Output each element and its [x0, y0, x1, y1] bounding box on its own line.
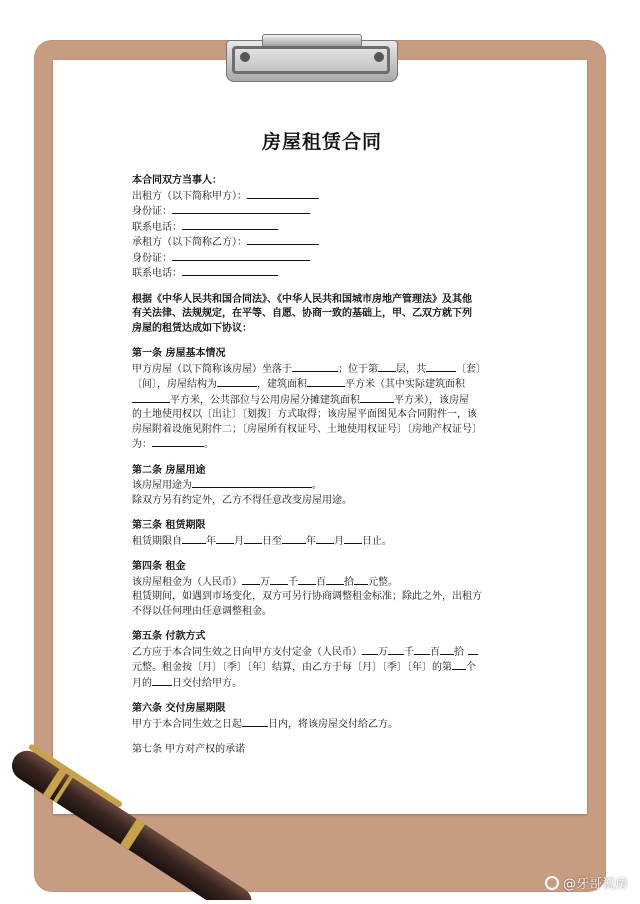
lessee-line: [132, 235, 512, 251]
text: 元整。: [368, 576, 398, 588]
preamble-line: 房屋的租赁达成如下协议：: [132, 322, 252, 334]
start-day-blank[interactable]: [244, 534, 262, 544]
parties-header: 本合同双方当事人：: [132, 175, 222, 186]
article-5-line: [132, 645, 512, 661]
lessee-blank[interactable]: [247, 235, 319, 245]
article-1-line: [132, 377, 512, 393]
text: 千: [288, 576, 298, 588]
article-2: [132, 464, 512, 509]
text: 个: [466, 662, 476, 673]
location-blank[interactable]: [292, 362, 338, 372]
parties-section: [132, 174, 512, 282]
total-floors-blank[interactable]: [426, 362, 456, 372]
contract-document: [132, 127, 512, 758]
lessor-phone-label: 联系电话：: [132, 221, 182, 233]
clipboard-clip-wire: [232, 46, 390, 74]
text: 甲方于本合同生效之日起: [132, 718, 242, 730]
end-month-blank[interactable]: [316, 534, 334, 544]
article-7-heading: 第七条 甲方对产权的承诺: [132, 744, 246, 755]
usage-blank[interactable]: [192, 478, 312, 488]
article-2-line: [132, 478, 512, 494]
text: 乙方应于本合同生效之日向甲方支付定金（人民币）: [132, 646, 362, 658]
article-5-heading: 第五条 付款方式: [132, 631, 206, 642]
lessee-phone-blank[interactable]: [182, 266, 278, 276]
lessor-label: 出租方（以下简称甲方）：: [132, 190, 247, 202]
lessor-line: [132, 189, 512, 205]
deposit-yuan-blank[interactable]: [468, 645, 478, 655]
certificate-blank[interactable]: [152, 437, 204, 447]
article-4-line: 租赁期间，如遇到市场变化，双方可另行协商调整租金标准；除此之外，出租方: [132, 591, 482, 602]
text: 。: [204, 439, 214, 450]
lessor-id-label: 身份证：: [132, 206, 172, 217]
lessor-phone-blank[interactable]: [182, 220, 278, 230]
text: 年: [206, 535, 216, 547]
article-3-heading: 第三条 租赁期限: [132, 520, 206, 531]
watermark-text: @牙哥说房: [562, 877, 628, 892]
lessor-id-blank[interactable]: [172, 204, 310, 214]
start-month-blank[interactable]: [216, 534, 234, 544]
text: 年: [306, 535, 316, 547]
text: 为：: [132, 439, 152, 450]
text: 层，共: [396, 363, 426, 375]
article-1: [132, 347, 512, 453]
actual-area-blank[interactable]: [132, 393, 170, 403]
lessee-id-label: 身份证：: [132, 252, 172, 264]
article-1-line: [132, 393, 512, 409]
text: 日内，将该房屋交付给乙方。: [268, 718, 398, 730]
deposit-qian-blank[interactable]: [388, 645, 404, 655]
article-4-line: [132, 575, 512, 591]
lessee-id-blank[interactable]: [172, 251, 310, 261]
text: 千: [404, 646, 414, 658]
text: 拾: [344, 576, 354, 588]
text: 日至: [262, 535, 282, 547]
rent-wan-blank[interactable]: [242, 575, 260, 585]
lessor-id-line: [132, 204, 512, 220]
text: 拾: [454, 646, 464, 658]
end-day-blank[interactable]: [344, 534, 362, 544]
text: 百: [316, 576, 326, 588]
text: 甲方房屋（以下简称该房屋）坐落于: [132, 363, 292, 375]
text: 日止。: [362, 535, 392, 547]
text: 月的: [132, 677, 152, 689]
article-1-line: 的土地使用权以〔出让〕〔划拨〕方式取得；该房屋平面图见本合同附件一，该: [132, 409, 477, 420]
preamble-line: 有关法律、法规规定，在平等、自愿、协商一致的基础上，甲、乙双方就下列: [132, 308, 472, 319]
text: 月: [234, 535, 244, 547]
camera-icon: [545, 876, 559, 890]
lessee-phone-line: [132, 266, 512, 282]
structure-blank[interactable]: [217, 377, 257, 387]
text: ，建筑面积: [257, 379, 307, 390]
rent-bai-blank[interactable]: [298, 575, 316, 585]
text: 平方米，公共部位与公用房屋分摊建筑面积: [170, 394, 360, 406]
article-5: [132, 630, 512, 691]
article-4-line: 不得以任何理由任意调整租金。: [132, 605, 272, 617]
article-6-line: [132, 717, 512, 733]
shared-area-blank[interactable]: [360, 393, 394, 403]
fountain-pen-icon: [0, 740, 340, 900]
article-6-heading: 第六条 交付房屋期限: [132, 703, 226, 714]
text: 平方米（其中实际建筑面积: [345, 379, 465, 390]
text: 该房屋用途为: [132, 480, 192, 491]
text: 租赁期限自: [132, 535, 182, 547]
deposit-wan-blank[interactable]: [362, 645, 378, 655]
article-2-line: 除双方另有约定外，乙方不得任意改变房屋用途。: [132, 494, 352, 506]
text: ；位于第: [338, 363, 378, 375]
article-3: [132, 519, 512, 549]
lessee-label: 承租方（以下简称乙方）：: [132, 237, 247, 248]
handover-days-blank[interactable]: [242, 717, 268, 727]
floor-blank[interactable]: [378, 362, 396, 372]
watermark: [545, 873, 628, 892]
article-6: [132, 702, 512, 732]
text: 月: [334, 535, 344, 547]
text: 百: [430, 646, 440, 658]
text: 万: [260, 576, 270, 588]
article-1-line: 房屋附着设施见附件二；〔房屋所有权证号、土地使用权证号〕〔房地产权证号〕: [132, 423, 482, 435]
page-title: 房屋租赁合同: [261, 131, 382, 153]
pay-nth-blank[interactable]: [452, 660, 466, 670]
text: 〔间〕，房屋结构为: [132, 379, 217, 390]
lessor-phone-line: [132, 220, 512, 236]
article-4: [132, 560, 512, 619]
article-2-heading: 第二条 房屋用途: [132, 464, 206, 476]
rent-shi-blank[interactable]: [326, 575, 344, 585]
text: 日交付给甲方。: [172, 677, 242, 689]
article-1-line: [132, 437, 512, 453]
start-year-blank[interactable]: [182, 534, 206, 544]
text: 〔套〕: [456, 363, 486, 375]
lessee-id-line: [132, 251, 512, 267]
article-4-heading: 第四条 租金: [132, 561, 186, 572]
article-5-line: [132, 676, 512, 692]
text: 。: [312, 480, 322, 491]
clip-rivet-left: [240, 52, 250, 62]
article-1-line: [132, 362, 512, 378]
end-year-blank[interactable]: [282, 534, 306, 544]
text: 平方米），该房屋: [394, 394, 469, 406]
lessee-phone-label: 联系电话：: [132, 268, 182, 279]
pay-day-blank[interactable]: [152, 676, 172, 686]
article-5-line: [132, 660, 512, 676]
lessor-blank[interactable]: [247, 189, 319, 199]
deposit-bai-blank[interactable]: [414, 645, 430, 655]
clip-rivet-right: [374, 52, 384, 62]
text: 元整。租金按〔月〕〔季〕〔年〕结算，由乙方于每〔月〕〔季〕〔年〕的第: [132, 662, 452, 673]
rent-qian-blank[interactable]: [270, 575, 288, 585]
article-1-heading: 第一条 房屋基本情况: [132, 348, 226, 359]
preamble: [132, 293, 512, 337]
text: 万: [378, 646, 388, 658]
rent-yuan-blank[interactable]: [354, 575, 368, 585]
area-blank[interactable]: [307, 377, 345, 387]
preamble-line: 根据《中华人民共和国合同法》、《中华人民共和国城市房地产管理法》及其他: [132, 293, 472, 305]
deposit-shi-blank[interactable]: [440, 645, 454, 655]
article-3-line: [132, 534, 512, 550]
text: 该房屋租金为（人民币）: [132, 576, 242, 588]
